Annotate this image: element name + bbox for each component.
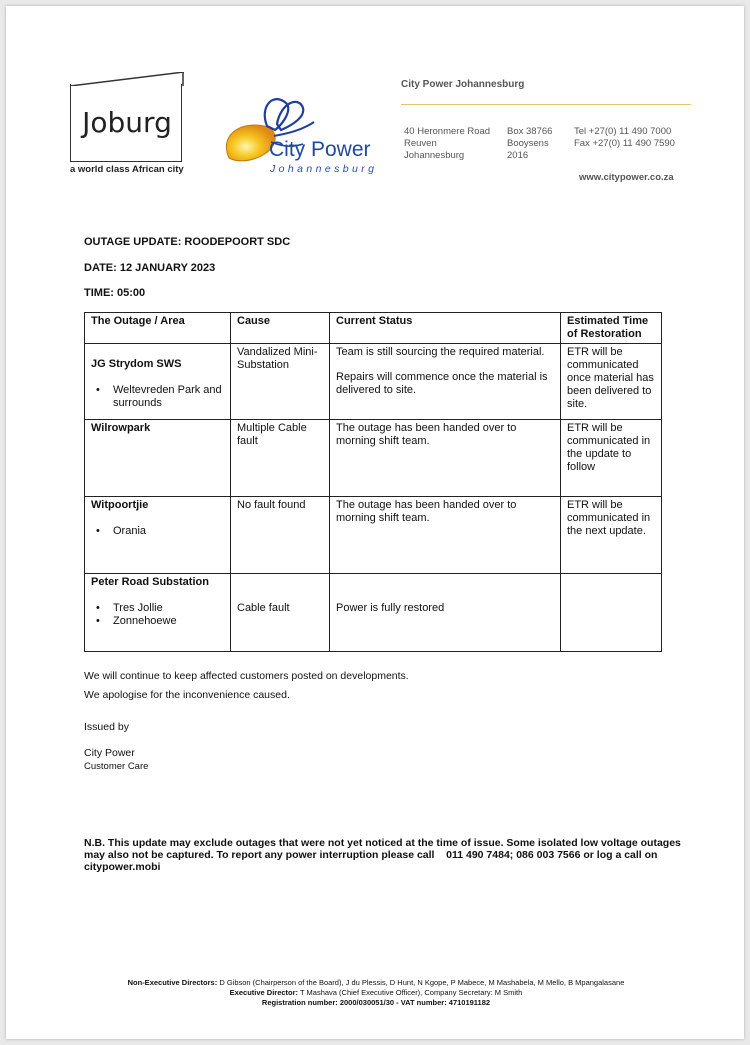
document-time: TIME: 05:00	[84, 287, 146, 299]
cause-cell: Multiple Cable fault	[231, 420, 330, 497]
closing-line-1: We will continue to keep affected customers posted on developments.	[84, 670, 409, 682]
status-cell: Team is still sourcing the required material. Repairs will commence once the material is delivered to site.	[330, 344, 561, 420]
document-title: OUTAGE UPDATE: ROODEPOORT SDC	[84, 236, 291, 248]
joburg-wordmark: Joburg	[82, 106, 172, 139]
header-etr: Estimated Time of Restoration	[561, 313, 662, 344]
status-cell: The outage has been handed over to morning shift team.	[330, 497, 561, 574]
list-item: • Orania	[91, 525, 224, 538]
footer-directors: Non-Executive Directors: D Gibson (Chairperson of the Board), J du Plessis, D Hunt, N Kgope, P Mabece, M Mashabela, M Mello, B Mpangalasane	[127, 978, 625, 987]
area-cell: JG Strydom SWS • Weltevreden Park and surrounds	[85, 344, 231, 420]
street-address: 40 Heronmere Road Reuven Johannesburg	[404, 126, 491, 161]
document-date: DATE: 12 JANUARY 2023	[84, 262, 216, 274]
joburg-logo	[70, 84, 182, 162]
etr-cell: ETR will be communicated in the next update.	[561, 497, 662, 574]
header-cause: Cause	[231, 313, 330, 344]
footer-registration: Registration number: 2000/030051/30 - VAT number: 4710191182	[261, 998, 491, 1007]
list-item: • Tres Jollie	[91, 602, 224, 615]
contact-numbers: Tel +27(0) 11 490 7000 Fax +27(0) 11 490 7590	[574, 126, 675, 149]
issuer-name: City Power	[84, 747, 135, 759]
area-cell: Wilrowpark	[85, 420, 231, 497]
postal-address: Box 38766 Booysens 2016	[507, 126, 553, 161]
header-status: Current Status	[330, 313, 561, 344]
cause-cell: Vandalized Mini-Substation	[231, 344, 330, 420]
etr-cell: ETR will be communicated once material has been delivered to site.	[561, 344, 662, 420]
issuer-department: Customer Care	[84, 761, 149, 772]
status-cell: Power is fully restored	[330, 574, 561, 652]
area-cell: Peter Road Substation • Tres Jollie • Zonnehoewe	[85, 574, 231, 652]
table-row	[85, 420, 662, 497]
website-link[interactable]: www.citypower.co.za	[579, 172, 674, 183]
table-header-row	[85, 313, 662, 344]
area-cell: Witpoortjie • Orania	[85, 497, 231, 574]
footer-executive: Executive Director: T Mashava (Chief Executive Officer), Company Secretary: M Smith	[229, 988, 523, 997]
cause-cell: Cable fault	[231, 574, 330, 652]
company-name: City Power Johannesburg	[401, 79, 525, 90]
header-divider	[401, 104, 691, 105]
status-cell: The outage has been handed over to morning shift team.	[330, 420, 561, 497]
document-page	[6, 6, 744, 1039]
table-row	[85, 574, 662, 652]
outage-table	[84, 312, 662, 652]
table-row	[85, 497, 662, 574]
cause-cell: No fault found	[231, 497, 330, 574]
nb-notice: N.B. This update may exclude outages that were not yet noticed at the time of issue. Some isolated low voltage outages may also not be captured. To report any power interruption please call 011 490 7484; 086 003 7566 or log a call on citypower.mobi	[84, 837, 681, 873]
issued-by-label: Issued by	[84, 721, 129, 733]
etr-cell: ETR will be communicated in the update to follow	[561, 420, 662, 497]
list-item: • Zonnehoewe	[91, 615, 224, 628]
joburg-logo-roof-icon	[70, 72, 184, 86]
city-power-wordmark: City Power	[269, 138, 371, 161]
table-row	[85, 344, 662, 420]
etr-cell	[561, 574, 662, 652]
header-area: The Outage / Area	[85, 313, 231, 344]
closing-line-2: We apologise for the inconvenience caused.	[84, 689, 290, 701]
city-power-subtitle: Johannesburg	[270, 163, 378, 175]
joburg-tagline: a world class African city	[70, 164, 184, 175]
list-item: • Weltevreden Park and surrounds	[91, 384, 224, 410]
